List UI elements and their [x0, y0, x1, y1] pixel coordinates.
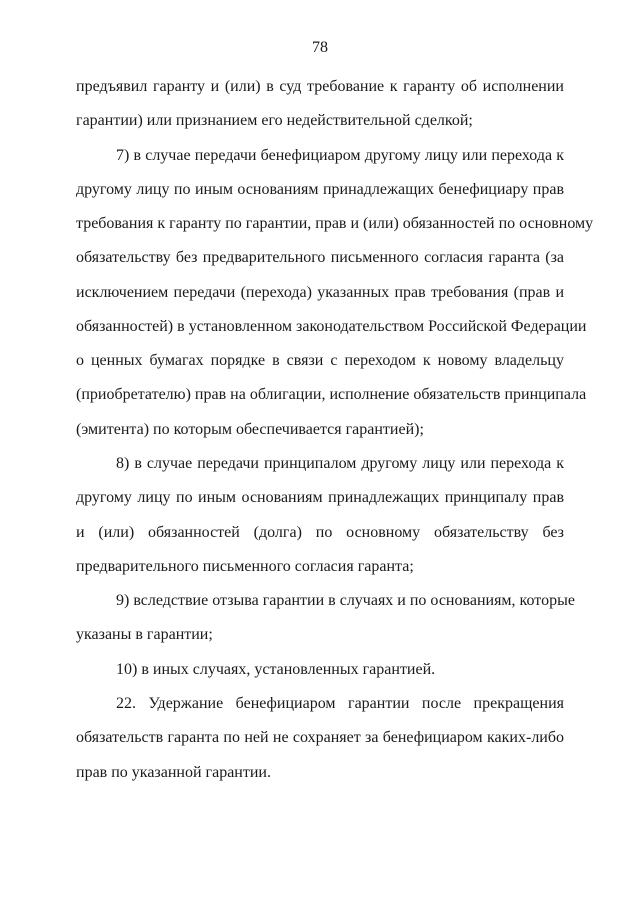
text-line: исключением передачи (перехода) указанных прав требования (прав и	[76, 284, 564, 301]
text-line: о ценных бумагах порядке в связи с переходом к новому владельцу	[76, 352, 564, 369]
text-line: 10) в иных случаях, установленных гарантией.	[116, 661, 436, 678]
text-line: указаны в гарантии;	[76, 626, 213, 643]
text-line: 22. Удержание бенефициаром гарантии после прекращения	[116, 695, 564, 712]
text-line: обязанностей) в установленном законодательством Российской Федерации	[76, 318, 587, 335]
text-line: 9) вследствие отзыва гарантии в случаях и по основаниям, которые	[116, 592, 575, 609]
text-line: и (или) обязанностей (долга) по основному обязательству без	[76, 524, 564, 541]
text-line: (приобретателю) прав на облигации, исполнение обязательств принципала	[76, 386, 587, 403]
text-line: другому лицу по иным основаниям принадлежащих принципалу прав	[76, 489, 564, 506]
text-line: другому лицу по иным основаниям принадлежащих бенефициару прав	[76, 181, 564, 198]
text-line: 8) в случае передачи принципалом другому лицу или перехода к	[116, 455, 564, 472]
text-line: (эмитента) по которым обеспечивается гарантией);	[76, 421, 424, 438]
text-line: обязательств гаранта по ней не сохраняет за бенефициаром каких-либо	[76, 729, 564, 746]
text-line: обязательству без предварительного письменного согласия гаранта (за	[76, 249, 564, 266]
text-line: гарантии) или признанием его недействительной сделкой;	[76, 112, 473, 129]
text-line: предварительного письменного согласия гаранта;	[76, 558, 414, 575]
text-line: 7) в случае передачи бенефициаром другому лицу или перехода к	[116, 147, 564, 164]
text-line: прав по указанной гарантии.	[76, 764, 271, 781]
text-line: предъявил гаранту и (или) в суд требование к гаранту об исполнении	[76, 78, 564, 95]
page-number: 78	[312, 39, 328, 56]
text-line: требования к гаранту по гарантии, прав и (или) обязанностей по основному	[76, 215, 594, 232]
